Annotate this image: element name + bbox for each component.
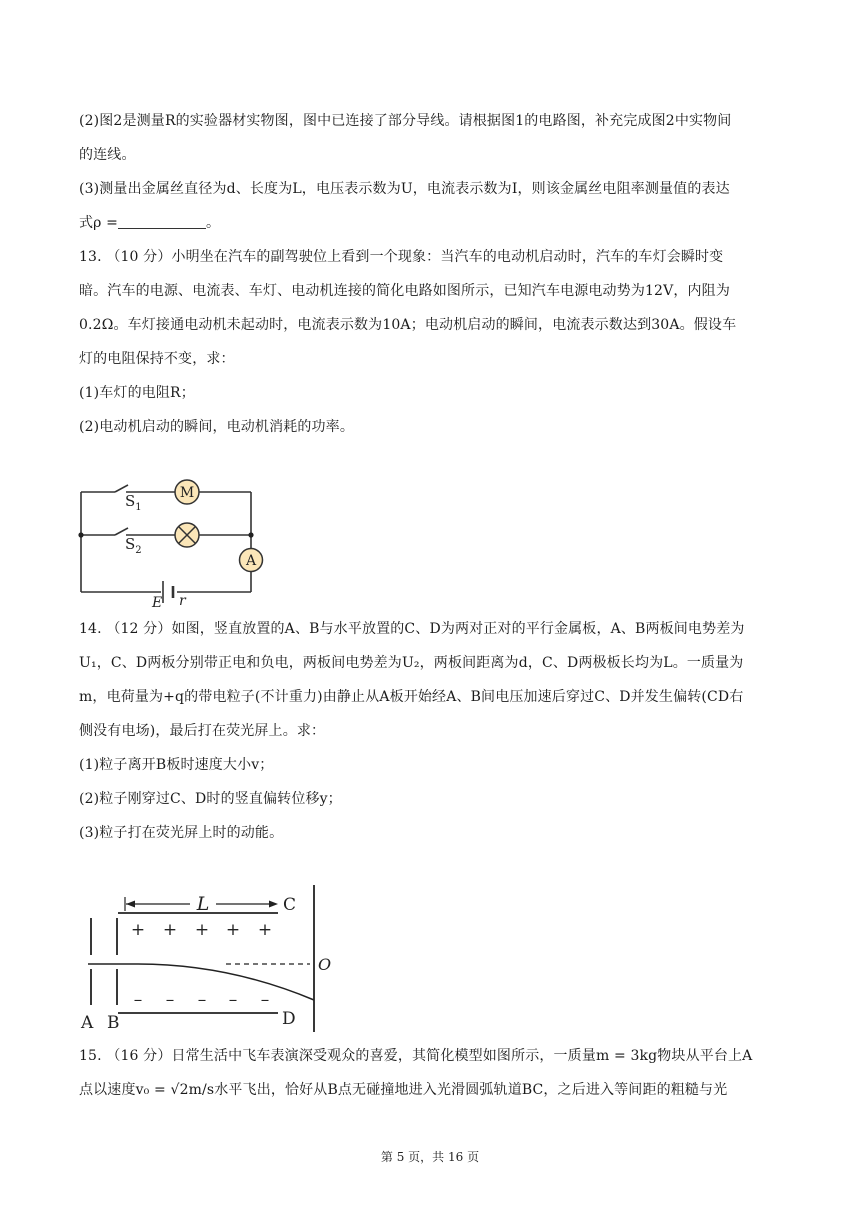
switch-s2-label: $S_2$	[125, 535, 142, 556]
plus-sign: +	[194, 920, 210, 940]
q14-line3: m，电荷量为+q的带电粒子(不计重力)由静止从A板开始经A、B间电压加速后穿过C、D并发生偏转(CD右	[79, 689, 744, 705]
plate-a-label: A	[81, 1013, 94, 1033]
minus-sign: –	[228, 990, 238, 1010]
q14-line1: 14. （12 分）如图，竖直放置的A、B与水平放置的C、D为两对正对的平行金属板，A、B两板间电势差为	[79, 621, 745, 637]
emf-label: E	[152, 595, 163, 611]
q12-part2-line1: (2)图2是测量R的实验器材实物图，图中已连接了部分导线。请根据图1的电路图，补充完成图2中实物间	[79, 113, 732, 129]
q15-line1: 15. （16 分）日常生活中飞车表演深受观众的喜爱，其简化模型如图所示，一质量m = 3kg物块从平台上A	[79, 1048, 753, 1064]
switch-s1-label: $S_1$	[125, 492, 142, 513]
deflection-diagram	[78, 882, 348, 1037]
junction-node	[248, 532, 253, 537]
q13-sub2: (2)电动机启动的瞬间，电动机消耗的功率。	[79, 419, 354, 435]
q12-part3-line2	[79, 213, 220, 233]
plus-sign: +	[130, 920, 146, 940]
page-footer: 第 5 页，共 16 页	[380, 1150, 480, 1164]
minus-sign: –	[197, 990, 207, 1010]
q13-line2: 暗。汽车的电源、电流表、车灯、电动机连接的简化电路如图所示，已知汽车电源电动势为12V，内阻为	[79, 283, 730, 299]
plus-sign: +	[225, 920, 241, 940]
q12-formula-prefix: 式ρ =	[79, 215, 119, 231]
q13-line3: 0.2Ω。车灯接通电动机未起动时，电流表示数为10A；电动机启动的瞬间，电流表示数达到30A。假设车	[79, 317, 737, 333]
plate-d-label: D	[282, 1009, 296, 1029]
motor-icon	[175, 480, 199, 504]
q14-sub2: (2)粒子刚穿过C、D时的竖直偏转位移y；	[79, 791, 342, 807]
plate-c-label: C	[283, 895, 297, 915]
q13-line4: 灯的电阻保持不变，求：	[79, 351, 235, 367]
q12-part2-line2: 的连线。	[79, 147, 136, 163]
point-o-label: O	[318, 955, 332, 974]
q14-line4: 侧没有电场)，最后打在荧光屏上。求：	[79, 723, 326, 739]
svg-text:A: A	[245, 553, 257, 569]
q12-formula-suffix: 。	[206, 215, 221, 231]
q13-line1: 13. （10 分）小明坐在汽车的副驾驶位上看到一个现象：当汽车的电动机启动时，汽车的车灯会瞬时变	[79, 249, 724, 265]
svg-text:M: M	[179, 485, 195, 501]
length-label: L	[196, 893, 210, 915]
circuit-diagram	[70, 476, 270, 611]
plus-sign: +	[257, 920, 273, 940]
internal-resistance-label: r	[179, 593, 186, 609]
minus-sign: –	[260, 990, 270, 1010]
q13-sub1: (1)车灯的电阻R；	[79, 385, 195, 401]
ammeter-icon	[240, 549, 263, 572]
junction-node	[78, 532, 83, 537]
q14-line2: U₁，C、D两板分别带正电和负电，两板间电势差为U₂，两板间距离为d，C、D两极板长均为L。一质量为	[79, 655, 744, 671]
minus-sign: –	[133, 990, 143, 1010]
minus-sign: –	[165, 990, 175, 1010]
q14-sub1: (1)粒子离开B板时速度大小v；	[79, 757, 274, 773]
q15-line2: 点以速度v₀ = √2m/s水平飞出，恰好从B点无碰撞地进入光滑圆弧轨道BC，之后进入等间距的粗糙与光	[79, 1082, 728, 1098]
q14-sub3: (3)粒子打在荧光屏上时的动能。	[79, 825, 284, 841]
plate-b-label: B	[107, 1013, 120, 1033]
plus-sign: +	[162, 920, 178, 940]
answer-blank	[118, 214, 206, 229]
lamp-icon	[175, 523, 199, 547]
q12-part3-line1: (3)测量出金属丝直径为d、长度为L，电压表示数为U，电流表示数为I，则该金属丝电阻率测量值的表达	[79, 181, 730, 197]
